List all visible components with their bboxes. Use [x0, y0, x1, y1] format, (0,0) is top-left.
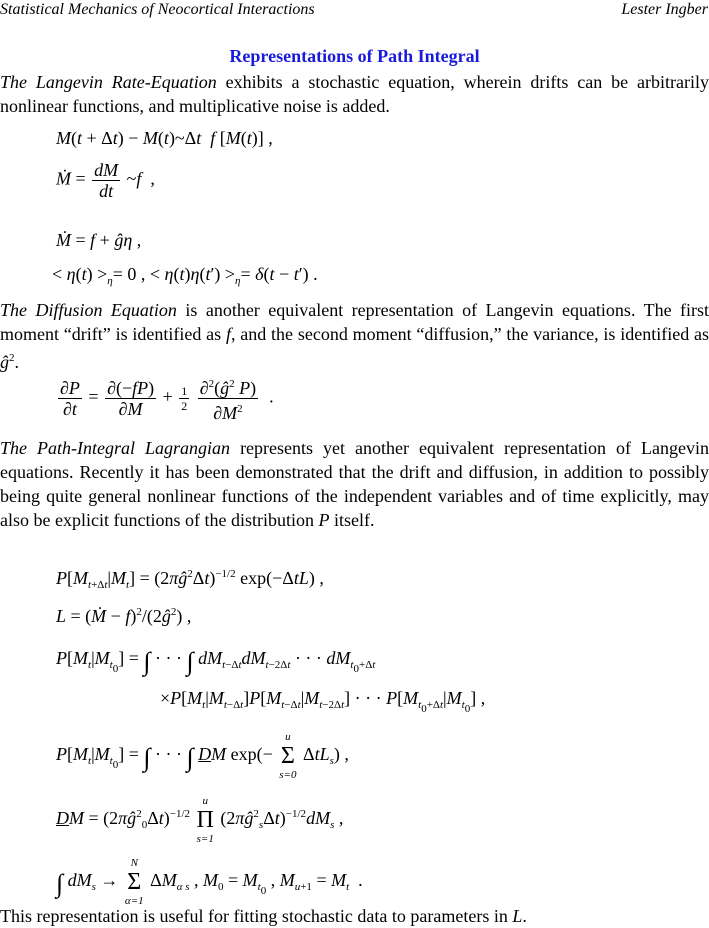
equation-path-integral-product-cont: $\times P[M_t|M_{t-\Delta t}]P[M_{t-\Delta t}|M_{t-2\Delta t}]$ · · · $P[M_{t_0+\Delta t}|M_{t_0}]$ ,: [160, 688, 486, 715]
equation-langevin-derivative: Ṁ = $\frac{dM}{dt}$ ~f ,: [56, 160, 155, 201]
paragraph-langevin: [0, 70, 709, 118]
equation-path-integral-measure: $P[M_t|M_{t_0}]$ = ∫ · · · ∫ DM exp(− u Σ s=0 ΔtL$_s$) ,: [56, 731, 349, 781]
equation-fokker-planck: $\frac{\partial P}{\partial t}$ = $\frac{\partial(-fP)}{\partial M}$ + $\frac{1}{2}$ $\frac{\partial^2(ĝ^2 P)}{\partial M^2}$ .: [56, 374, 709, 423]
paragraph-text: is another equivalent representation of Langevin equations. The first moment “drift” is identified as: [0, 300, 709, 344]
equation-measure-definition: DM = $(2\pi ĝ^2_0\Delta t)^{-1/2}$ u Π s=1 $(2\pi ĝ^2_s\Delta t)^{-1/2}dM_s$ ,: [56, 795, 344, 845]
header-author: Lester Ingber: [621, 1, 708, 18]
paragraph-lead: The Langevin Rate-Equation: [0, 72, 217, 92]
equation-noise-moments: < $\eta(t) >_\eta= 0$ , < $\eta(t)\eta(t') >_\eta= \delta(t - t')$ .: [52, 264, 318, 287]
equation-lagrangian: L = (Ṁ − $f)^2/(2ĝ^2)$ ,: [56, 606, 192, 626]
equation-langevin-difference: M(t + Δt) − M(t)~Δt f [M(t)] ,: [56, 128, 273, 148]
paragraph-text: , and the second moment “diffusion,” the variance, is identified as: [230, 324, 709, 344]
equation-integral-sum: ∫ $dM_s$ → N Σ α=1 $\Delta M_{\alpha s}$ , $M_0 = M_{t_0}$ , $M_{u+1} = M_t$ .: [56, 857, 363, 907]
paragraph-text: represents yet another equivalent representation of Langevin equations. Recently it has been demonstrated that the drift and diffusion, in addition to possibly being quite general nonlinear functions of the independent variables and of time explicitly, may also be explicit functions of the distribution: [0, 438, 709, 530]
symbol-P: P: [318, 510, 330, 530]
paragraph-text: This representation is useful for fitting stochastic data to parameters in: [0, 906, 513, 926]
paragraph-lead: The Diffusion Equation: [0, 300, 177, 320]
paragraph-diffusion: The Diffusion Equation is another equivalent representation of Langevin equations. The first moment “drift” is identified as f, and the second moment “diffusion,” the variance, is identified as $ĝ^2$.: [0, 300, 709, 372]
paragraph-text: exhibits a stochastic equation, wherein drifts can be arbitrarily nonlinear functions, and multiplicative noise is added.: [0, 72, 709, 116]
paragraph-path-integral: The Path-Integral Lagrangian represents yet another equivalent representation of Langevin equations. Recently it has been demonstrated that the drift and diffusion, in addition to possibly being quite general nonlinear functions of the independent variables and of time explicitly, may also be explicit functions of the distribution P itself.: [0, 438, 709, 530]
symbol-g: ĝ: [0, 352, 9, 372]
symbol-L: L: [512, 906, 523, 926]
header-title: Statistical Mechanics of Neocortical Interactions: [0, 1, 315, 18]
symbol-f: f: [225, 324, 231, 344]
paragraph-lead: The Path-Integral Lagrangian: [0, 438, 231, 458]
paragraph-conclusion: This representation is useful for fitting stochastic data to parameters in L.: [0, 906, 527, 926]
section-title: Representations of Path Integral: [229, 46, 480, 66]
equation-path-integral-product: $P[M_t|M_{t_0}]$ = ∫ · · · ∫ $dM_{t-\Delta t}dM_{t-2\Delta t}$ · · · $dM_{t_0+\Delta t}$: [56, 647, 376, 676]
equation-short-time-propagator: $P[M_{t+\Delta t}|M_t]$ = $(2\pi ĝ^2\Delta t)^{-1/2}$ exp(−ΔtL) ,: [56, 568, 324, 591]
equation-langevin-noise: Ṁ = f + ĝη ,: [56, 230, 142, 250]
running-header: [0, 0, 709, 18]
